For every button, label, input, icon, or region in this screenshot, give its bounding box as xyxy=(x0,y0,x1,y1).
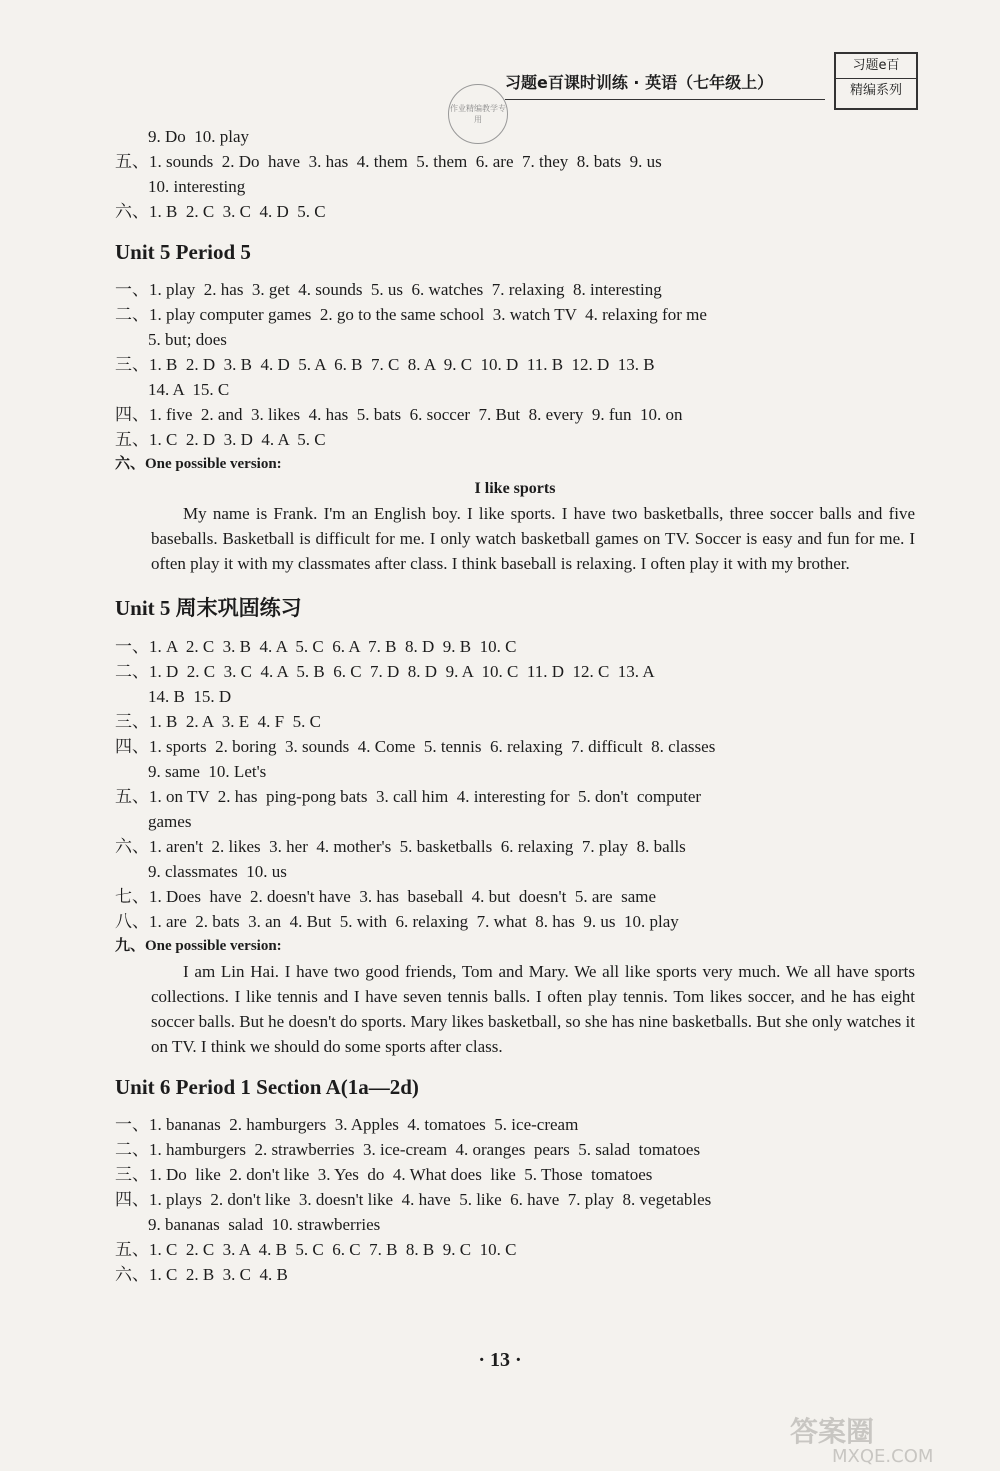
answer-line: 五、1. C 2. D 3. D 4. A 5. C xyxy=(115,430,326,449)
badge-line-2: 精编系列 xyxy=(849,83,902,98)
answer-line: 二、1. hamburgers 2. strawberries 3. ice-cream 4. oranges pears 5. salad tomatoes xyxy=(115,1140,701,1159)
answer-line: 三、1. B 2. D 3. B 4. D 5. A 6. B 7. C 8. A 9. C 10. D 11. B 12. D 13. B xyxy=(115,355,655,374)
answer-line: 九、One possible version: xyxy=(115,938,282,954)
answer-line: 六、1. aren't 2. likes 3. her 4. mother's 5. basketballs 6. relaxing 7. play 8. balls xyxy=(115,837,686,856)
answer-line: 14. B 15. D xyxy=(148,687,232,706)
answer-line: 5. but; does xyxy=(148,330,227,349)
stamp-text: 作业精编教学专用 xyxy=(450,104,506,124)
answer-line: 四、1. five 2. and 3. likes 4. has 5. bats 6. soccer 7. But 8. every 9. fun 10. on xyxy=(115,405,683,424)
answer-line: 10. interesting xyxy=(148,177,246,196)
answer-line: 六、1. B 2. C 3. C 4. D 5. C xyxy=(115,202,326,221)
answer-line: 四、1. plays 2. don't like 3. doesn't like 4. have 5. like 6. have 7. play 8. vegetables xyxy=(115,1190,712,1209)
answer-line: 一、1. A 2. C 3. B 4. A 5. C 6. A 7. B 8. D 9. B 10. C xyxy=(115,637,517,656)
page-number: · 13 · xyxy=(478,1349,522,1371)
answer-line: 四、1. sports 2. boring 3. sounds 4. Come 5. tennis 6. relaxing 7. difficult 8. classes xyxy=(115,737,716,756)
answer-line: 五、1. on TV 2. has ping-pong bats 3. call him 4. interesting for 5. don't computer xyxy=(115,787,702,806)
badge-line-1: 习题e百 xyxy=(836,54,916,79)
answer-line: 一、1. play 2. has 3. get 4. sounds 5. us 6. watches 7. relaxing 8. interesting xyxy=(115,280,662,299)
answer-line: 八、1. are 2. bats 3. an 4. But 5. with 6. relaxing 7. what 8. has 9. us 10. play xyxy=(115,912,679,931)
section-heading: Unit 5 周末巩固练习 xyxy=(115,596,302,620)
answer-line: 六、One possible version: xyxy=(115,456,282,472)
answer-line: 五、1. sounds 2. Do have 3. has 4. them 5. them 6. are 7. they 8. bats 9. us xyxy=(115,152,662,171)
watermark-logo: 答案圈 xyxy=(790,1415,875,1448)
answer-key-content xyxy=(115,124,915,1287)
answer-line: 二、1. play computer games 2. go to the same school 3. watch TV 4. relaxing for me xyxy=(115,305,707,324)
answer-line: 9. Do 10. play xyxy=(148,127,250,146)
answer-line: 14. A 15. C xyxy=(148,380,230,399)
answer-line: 五、1. C 2. C 3. A 4. B 5. C 6. C 7. B 8. B 9. C 10. C xyxy=(115,1240,517,1259)
answer-line: 9. same 10. Let's xyxy=(148,762,267,781)
essay-paragraph: My name is Frank. I'm an English boy. I like sports. I have two basketballs, three soccer balls and five baseballs. Basketball is difficult for me. I only watch basketball games on TV. Soccer is easy and fun for me. I often play it with my classmates after class. I think baseball is relaxing. I often play it with my brother. xyxy=(151,504,915,573)
answer-line: 七、1. Does have 2. doesn't have 3. has baseball 4. but doesn't 5. are same xyxy=(115,887,657,906)
answer-line: 三、1. Do like 2. don't like 3. Yes do 4. What does like 5. Those tomatoes xyxy=(115,1165,653,1184)
watermark-url: MXQE.COM xyxy=(832,1446,934,1467)
answer-line: 9. classmates 10. us xyxy=(148,862,287,881)
answer-line: 二、1. D 2. C 3. C 4. A 5. B 6. C 7. D 8. D 9. A 10. C 11. D 12. C 13. A xyxy=(115,662,655,681)
answer-line: 一、1. bananas 2. hamburgers 3. Apples 4. tomatoes 5. ice-cream xyxy=(115,1115,579,1134)
answer-line: 六、1. C 2. B 3. C 4. B xyxy=(115,1265,288,1284)
answer-line: 三、1. B 2. A 3. E 4. F 5. C xyxy=(115,712,321,731)
section-heading: Unit 6 Period 1 Section A(1a—2d) xyxy=(115,1075,419,1099)
running-header: 习题e百课时训练 · 英语（七年级上） xyxy=(505,70,825,100)
answer-line: 9. bananas salad 10. strawberries xyxy=(148,1215,381,1234)
section-heading: Unit 5 Period 5 xyxy=(115,240,251,264)
essay-title: I like sports xyxy=(474,480,556,497)
answer-line: games xyxy=(148,812,192,831)
series-badge xyxy=(834,52,918,110)
essay-paragraph: I am Lin Hai. I have two good friends, Tom and Mary. We all like sports very much. We all have sports collections. I like tennis and I have seven tennis balls. I often play tennis. Tom likes soccer, and he has eight soccer balls. But he doesn't do sports. Mary likes basketball, so she has nine basketballs. But she only watches it on TV. I think we should do some sports after class. xyxy=(151,962,915,1056)
